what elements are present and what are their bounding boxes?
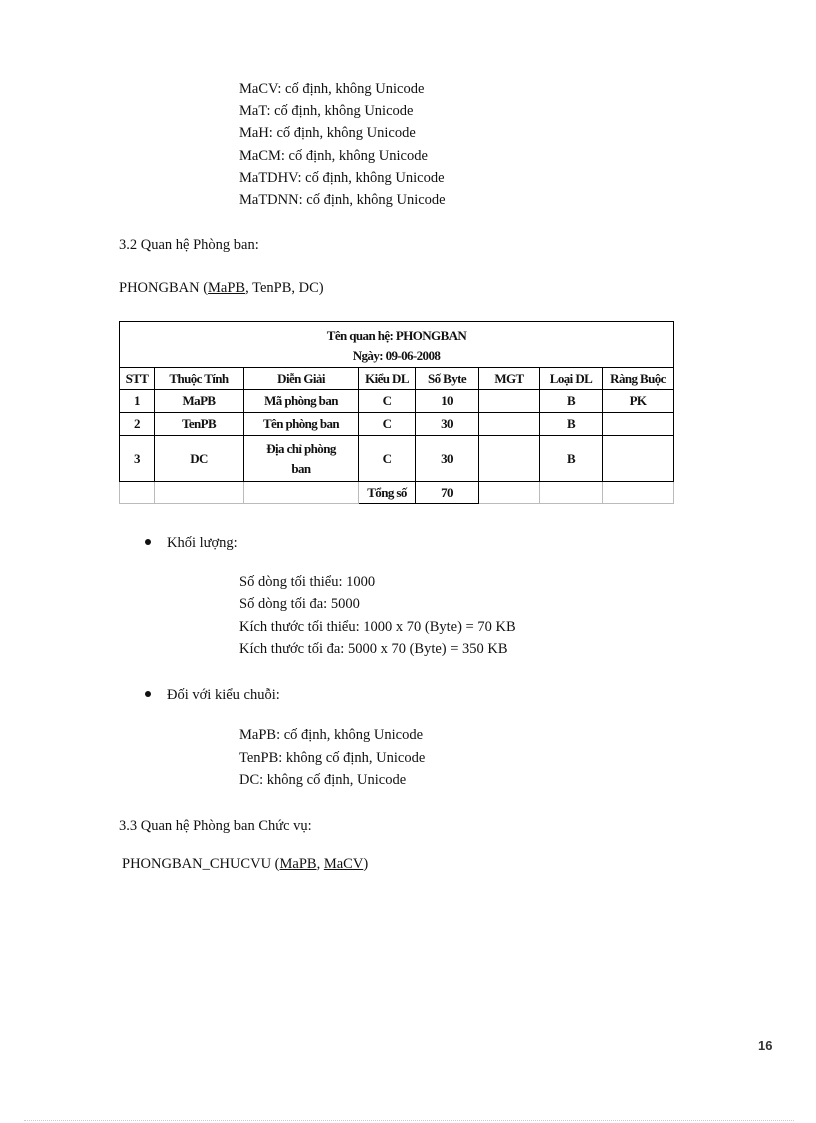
list-item: Kích thước tối thiểu: 1000 x 70 (Byte) = 70 KB [239, 619, 516, 635]
empty-cell [244, 482, 359, 504]
table-cell: 30 [416, 436, 479, 482]
table-cell: PK [603, 390, 674, 413]
total-label: Tổng số [359, 482, 416, 504]
table-header-row [120, 368, 674, 390]
table-row [120, 436, 674, 482]
list-item: MaTDHV: cố định, không Unicode [239, 170, 445, 186]
relation-table [119, 321, 674, 504]
table-cell: Mã phòng ban [244, 390, 359, 413]
empty-cell [479, 482, 540, 504]
table-cell [479, 390, 540, 413]
empty-cell [603, 482, 674, 504]
list-item: Số dòng tối đa: 5000 [239, 596, 360, 612]
relation-name: PHONGBAN ( [119, 280, 209, 296]
table-cell: C [359, 436, 416, 482]
primary-key: MaPB [208, 280, 246, 296]
table-cell: DC [155, 436, 244, 482]
bullet-label: Khối lượng: [167, 535, 238, 551]
primary-key: MaCV [323, 856, 364, 872]
table-total-row [120, 482, 674, 504]
empty-cell [120, 482, 155, 504]
closing-paren: ) [363, 856, 369, 872]
list-item: MaTDNN: cố định, không Unicode [239, 192, 446, 208]
empty-cell [540, 482, 603, 504]
column-header: Loại DL [540, 368, 603, 390]
table-caption [120, 322, 674, 368]
table-cell: 30 [416, 413, 479, 436]
list-item: Số dòng tối thiểu: 1000 [239, 574, 376, 590]
column-header: Thuộc Tính [155, 368, 244, 390]
table-cell: 10 [416, 390, 479, 413]
list-item: MaCV: cố định, không Unicode [239, 81, 425, 97]
table-cell: 1 [120, 390, 155, 413]
table-date: Ngày: 09-06-2008 [352, 347, 441, 363]
table-cell: B [540, 390, 603, 413]
column-header: MGT [479, 368, 540, 390]
table-row [120, 413, 674, 436]
table-cell: B [540, 436, 603, 482]
list-item: TenPB: không cố định, Unicode [239, 750, 426, 766]
column-header: Diễn Giải [244, 368, 359, 390]
column-header: STT [120, 368, 155, 390]
relation-attributes: , TenPB, DC) [245, 280, 324, 296]
column-header: Kiểu DL [359, 368, 416, 390]
table-title: Tên quan hệ: PHONGBAN [326, 327, 467, 343]
table-cell: Địa chỉ phòng ban [244, 436, 359, 482]
relation-name: PHONGBAN_CHUCVU ( [122, 856, 280, 872]
table-cell [479, 436, 540, 482]
list-item: MaT: cố định, không Unicode [239, 103, 414, 119]
table-cell: TenPB [155, 413, 244, 436]
list-item: MaPB: cố định, không Unicode [239, 727, 424, 743]
column-header: Ràng Buộc [603, 368, 674, 390]
list-item: MaH: cố định, không Unicode [239, 125, 416, 141]
relation-schema [119, 279, 324, 297]
relation-schema [122, 855, 368, 873]
total-value: 70 [416, 482, 479, 504]
page-number: 16 [758, 1038, 773, 1053]
table-cell: 2 [120, 413, 155, 436]
bullet-icon [145, 539, 151, 545]
table-cell: 3 [120, 436, 155, 482]
section-heading: 3.2 Quan hệ Phòng ban: [119, 237, 259, 253]
page-divider [24, 1120, 794, 1121]
table-cell: B [540, 413, 603, 436]
separator: , [316, 856, 324, 872]
list-item: DC: không cố định, Unicode [239, 772, 407, 788]
empty-cell [155, 482, 244, 504]
table-cell: MaPB [155, 390, 244, 413]
table-row [120, 390, 674, 413]
primary-key: MaPB [279, 856, 317, 872]
bullet-label: Đối với kiểu chuỗi: [167, 687, 280, 703]
table-cell: C [359, 413, 416, 436]
column-header: Số Byte [416, 368, 479, 390]
table-cell [479, 413, 540, 436]
table-cell: C [359, 390, 416, 413]
table-cell: Tên phòng ban [244, 413, 359, 436]
table-cell [603, 413, 674, 436]
list-item: Kích thước tối đa: 5000 x 70 (Byte) = 350 KB [239, 641, 508, 657]
section-heading: 3.3 Quan hệ Phòng ban Chức vụ: [119, 818, 312, 834]
table-cell [603, 436, 674, 482]
bullet-icon [145, 691, 151, 697]
list-item: MaCM: cố định, không Unicode [239, 148, 428, 164]
